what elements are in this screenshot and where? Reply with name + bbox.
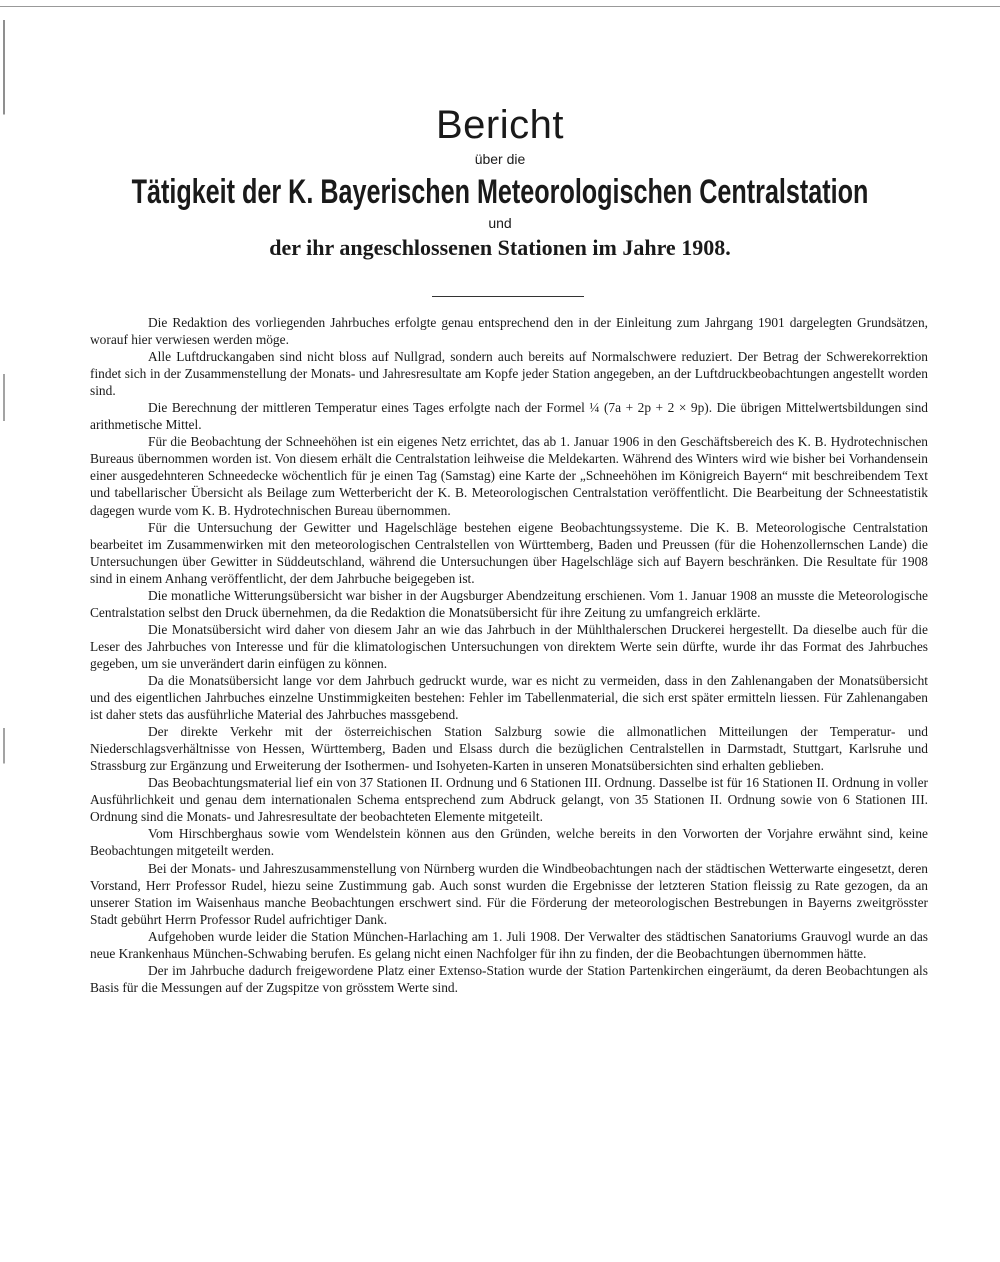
- paragraph-hirschberghaus: Vom Hirschberghaus sowie vom Wendelstein können aus den Gründen, welche bereits in den Vorworten der Vorjahre erwähnt sind, keine Beobachtungen mitgeteilt werden.: [90, 826, 928, 859]
- institution-title: Tätigkeit der K. Bayerischen Meteorologischen Centralstation: [131, 173, 869, 211]
- paragraph-gewitter-hagel: Für die Untersuchung der Gewitter und Hagelschläge bestehen eigene Beobachtungssysteme. Die K. B. Meteorologische Centralstation bearbeitet im Zusammenwirken mit den meteorologischen Centralstellen von Württemberg, Baden und Preussen (für die Hohenzollernschen Lande) die Untersuchungen über Gewitter in Süddeutschland, während die Untersuchungen über Hagelschläge sich auf Bayern beschränken. Die Resultate für 1908 sind in einem Anhang veröffentlicht, der dem Jahrbuche beigegeben ist.: [90, 519, 928, 586]
- top-border-rule: [0, 6, 1000, 7]
- paragraph-schneehoehen: Für die Beobachtung der Schneehöhen ist ein eigenes Netz errichtet, das ab 1. Januar 1906 in den Geschäftsbereich des K. B. Hydrotechnischen Bureaus übernommen worden ist. Von diesem erhält die Centralstation leihweise die Meldekarten. Während des Winters wird wie bisher bei Vorhandensein einer ausgedehnteren Schneedecke wöchentlich für je einen Tag (Samstag) eine Karte der „Schneehöhen im Königreich Bayern“ mit beschreibendem Text und tabellarischer Übersicht als Beilage zum Wetterbericht der K. B. Meteorologischen Centralstation veröffentlicht. Die Bearbeitung der Schneestatistik dagegen wurde vom K. B. Hydrotechnischen Bureau übernommen.: [90, 434, 928, 518]
- title-connector-ueber-die: über die: [474, 151, 526, 167]
- title-block: [0, 100, 1000, 262]
- report-title: Bericht: [436, 103, 564, 147]
- title-connector-und: und: [488, 215, 512, 231]
- paragraph-unstimmigkeiten: Da die Monatsübersicht lange vor dem Jahrbuch gedruckt wurde, war es nicht zu vermeiden, dass in den Zahlenangaben der Monatsübersicht und des eigentlichen Jahrbuches einzelne Unstimmigkeiten bestehen: Fehler im Tabellenmaterial, die sich erst später ermitteln liessen. Für Zahlenangaben ist daher stets das ausführliche Material des Jahrbuches massgebend.: [90, 672, 928, 723]
- paragraph-luftdruck: Alle Luftdruckangaben sind nicht bloss auf Nullgrad, sondern auch bereits auf Normalschwere reduziert. Der Betrag der Schwerekorrektion findet sich in der Zusammenstellung der Monats- und Jahresresultate am Kopfe jeder Station angegeben, an der Luftdruckbeobachtungen angestellt worden sind.: [90, 349, 928, 399]
- paragraph-redaktion: Die Redaktion des vorliegenden Jahrbuches erfolgte genau entsprechend den in der Einleitung zum Jahrgang 1901 dargelegten Grundsätzen, worauf hier verwiesen werden möge.: [90, 315, 928, 348]
- paragraph-nuernberg: Bei der Monats- und Jahreszusammenstellung von Nürnberg wurden die Windbeobachtungen nach der städtischen Wetterwarte eingesetzt, deren Vorstand, Herr Professor Rudel, hiezu seine Zustimmung gab. Auch sonst wurden die Ergebnisse der letzteren Station fleissig zu Rate gezogen, da an unserer Station im Waisenhaus manche Beobachtungen erschwert sind. Für die Förderung der meteorologischen Bestrebungen in Bayerns zweitgrösster Stadt gebührt Herrn Professor Rudel aufrichtiger Dank.: [90, 860, 928, 927]
- paragraph-harlaching: Aufgehoben wurde leider die Station München-Harlaching am 1. Juli 1908. Der Verwalter des städtischen Sanatoriums Grauvogl wurde an das neue Krankenhaus München-Schwabing berufen. Es gelang nicht einen Nachfolger für ihn zu finden, der die Beobachtungen übernommen hätte.: [90, 928, 928, 961]
- paragraph-monatsuebersicht: Die Monatsübersicht wird daher von diesem Jahr an wie das Jahrbuch in der Mühlthalerschen Druckerei hergestellt. Da dieselbe auch für die Leser des Jahrbuches von Interesse und für die klimatologischen Untersuchungen von direktem Werte sein dürfte, wurde ihr das Format des Jahrbuches gegeben, um sie unverändert darin einfügen zu können.: [90, 621, 928, 671]
- title-divider: [432, 296, 584, 297]
- paragraph-beobachtungsmaterial: Das Beobachtungsmaterial lief ein von 37 Stationen II. Ordnung und 6 Stationen III. Ordnung. Dasselbe ist für 16 Stationen II. Ordnung in voller Ausführlichkeit und genau dem internationalen Schema entsprechend zum Abdruck gelangt, von 35 Stationen II. Ordnung sowie von 6 Stationen III. Ordnung sind die Monats- und Jahresresultate der beobachteten Elemente mitgeteilt.: [90, 775, 928, 825]
- report-body: [90, 314, 928, 996]
- paragraph-verkehr-salzburg: Der direkte Verkehr mit der österreichischen Station Salzburg sowie die allmonatlichen Mitteilungen der Temperatur- und Niederschlagsverhältnisse von Hessen, Württemberg, Baden und Elsass durch die bezüglichen Centralstellen in Darmstadt, Stuttgart, Karlsruhe und Strassburg zur Ergänzung und Erweiterung der Isothermen- und Isohyeten-Karten in unseren Monatsübersichten sind erhalten geblieben.: [90, 724, 928, 774]
- paragraph-witterungsuebersicht: Die monatliche Witterungsübersicht war bisher in der Augsburger Abendzeitung erschienen. Vom 1. Januar 1908 an musste die Meteorologische Centralstation selbst den Druck übernehmen, da die Redaktion die Monatsübersicht für ihre Zeitung zu umfangreich erklärte.: [90, 587, 928, 620]
- paragraph-partenkirchen: Der im Jahrbuche dadurch freigewordene Platz einer Extenso-Station wurde der Station Partenkirchen eingeräumt, da deren Beobachtungen als Basis für die Messungen auf der Zugspitze von grösstem Werte sind.: [90, 962, 928, 995]
- stations-subtitle: der ihr angeschlossenen Stationen im Jahre 1908.: [269, 235, 731, 260]
- paragraph-temperatur-formel: Die Berechnung der mittleren Temperatur eines Tages erfolgte nach der Formel ¼ (7a + 2p + 2 × 9p). Die übrigen Mittelwertsbildungen sind arithmetische Mittel.: [90, 400, 928, 433]
